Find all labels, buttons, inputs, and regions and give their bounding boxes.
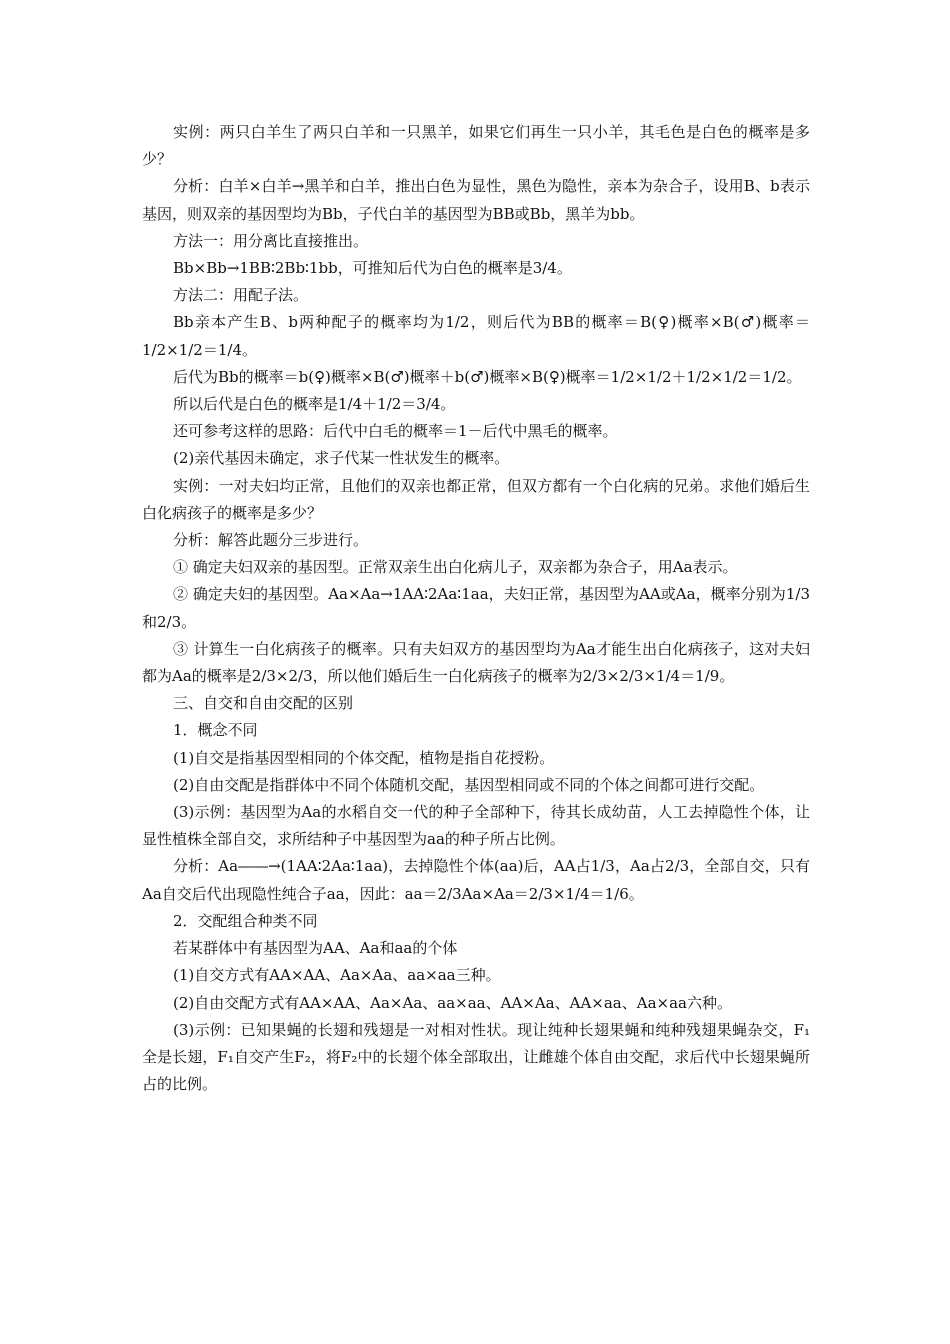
paragraph: 还可参考这样的思路：后代中白毛的概率＝1－后代中黑毛的概率。	[173, 422, 618, 441]
paragraph: 分析：白羊×白羊→黑羊和白羊，推出白色为显性，黑色为隐性，亲本为杂合子，设用B、b表示基因，则双亲的基因型均为Bb，子代白羊的基因型为BB或Bb，黑羊为bb。	[142, 177, 810, 223]
paragraph: (2)亲代基因未确定，求子代某一性状发生的概率。	[173, 449, 510, 468]
paragraph: ③ 计算生一白化病孩子的概率。只有夫妇双方的基因型均为Aa才能生出白化病孩子，这对夫妇都为Aa的概率是2/3×2/3，所以他们婚后生一白化病孩子的概率为2/3×2/3×1/4＝1/9。	[142, 639, 810, 686]
paragraph: (1)自交是指基因型相同的个体交配，植物是指自花授粉。	[173, 748, 555, 767]
paragraph: 分析：Aa――→(1AA∶2Aa∶1aa)，去掉隐性个体(aa)后，AA占1/3，Aa占2/3，全部自交，只有Aa自交后代出现隐性纯合子aa，因此：aa＝2/3Aa×Aa＝2/3×1/4＝1/6。	[142, 857, 810, 903]
subsection-heading: 1．概念不同	[173, 721, 258, 740]
paragraph: (2)自由交配是指群体中不同个体随机交配，基因型相同或不同的个体之间都可进行交配。	[173, 775, 765, 794]
paragraph: (1)自交方式有AA×AA、Aa×Aa、aa×aa三种。	[173, 966, 501, 985]
paragraph: Bb×Bb→1BB∶2Bb∶1bb，可推知后代为白色的概率是3/4。	[173, 259, 572, 278]
section-heading: 三、自交和自由交配的区别	[173, 694, 354, 713]
paragraph: ① 确定夫妇双亲的基因型。正常双亲生出白化病儿子，双亲都为杂合子，用Aa表示。	[173, 558, 738, 577]
paragraph: 实例：一对夫妇均正常，且他们的双亲也都正常，但双方都有一个白化病的兄弟。求他们婚后生白化病孩子的概率是多少？	[142, 476, 810, 522]
paragraph: (3)示例：已知果蝇的长翅和残翅是一对相对性状。现让纯种长翅果蝇和纯种残翅果蝇杂交，F₁全是长翅，F₁自交产生F₂，将F₂中的长翅个体全部取出，让雌雄个体自由交配，求后代中长翅果蝇所占的比例。	[142, 1020, 810, 1094]
paragraph: Bb亲本产生B、b两种配子的概率均为1/2，则后代为BB的概率＝B(♀)概率×B(♂)概率＝1/2×1/2＝1/4。	[142, 313, 810, 359]
paragraph: 方法一：用分离比直接推出。	[173, 231, 369, 250]
document-body	[142, 119, 810, 1098]
paragraph: (2)自由交配方式有AA×AA、Aa×Aa、aa×aa、AA×Aa、AA×aa、Aa×aa六种。	[173, 993, 732, 1012]
paragraph: ② 确定夫妇的基因型。Aa×Aa→1AA∶2Aa∶1aa，夫妇正常，基因型为AA或Aa，概率分别为1/3和2/3。	[142, 585, 810, 631]
paragraph: 若某群体中有基因型为AA、Aa和aa的个体	[173, 939, 458, 958]
subsection-heading: 2．交配组合种类不同	[173, 911, 318, 930]
paragraph: 后代为Bb的概率＝b(♀)概率×B(♂)概率＋b(♂)概率×B(♀)概率＝1/2×1/2＋1/2×1/2＝1/2。	[173, 367, 802, 386]
paragraph: 分析：解答此题分三步进行。	[173, 531, 369, 550]
paragraph: 实例：两只白羊生了两只白羊和一只黑羊，如果它们再生一只小羊，其毛色是白色的概率是多少？	[142, 123, 810, 169]
paragraph: (3)示例：基因型为Aa的水稻自交一代的种子全部种下，待其长成幼苗，人工去掉隐性个体，让显性植株全部自交，求所结种子中基因型为aa的种子所占比例。	[142, 803, 810, 849]
paragraph: 所以后代是白色的概率是1/4＋1/2＝3/4。	[173, 395, 456, 414]
paragraph: 方法二：用配子法。	[173, 286, 309, 305]
